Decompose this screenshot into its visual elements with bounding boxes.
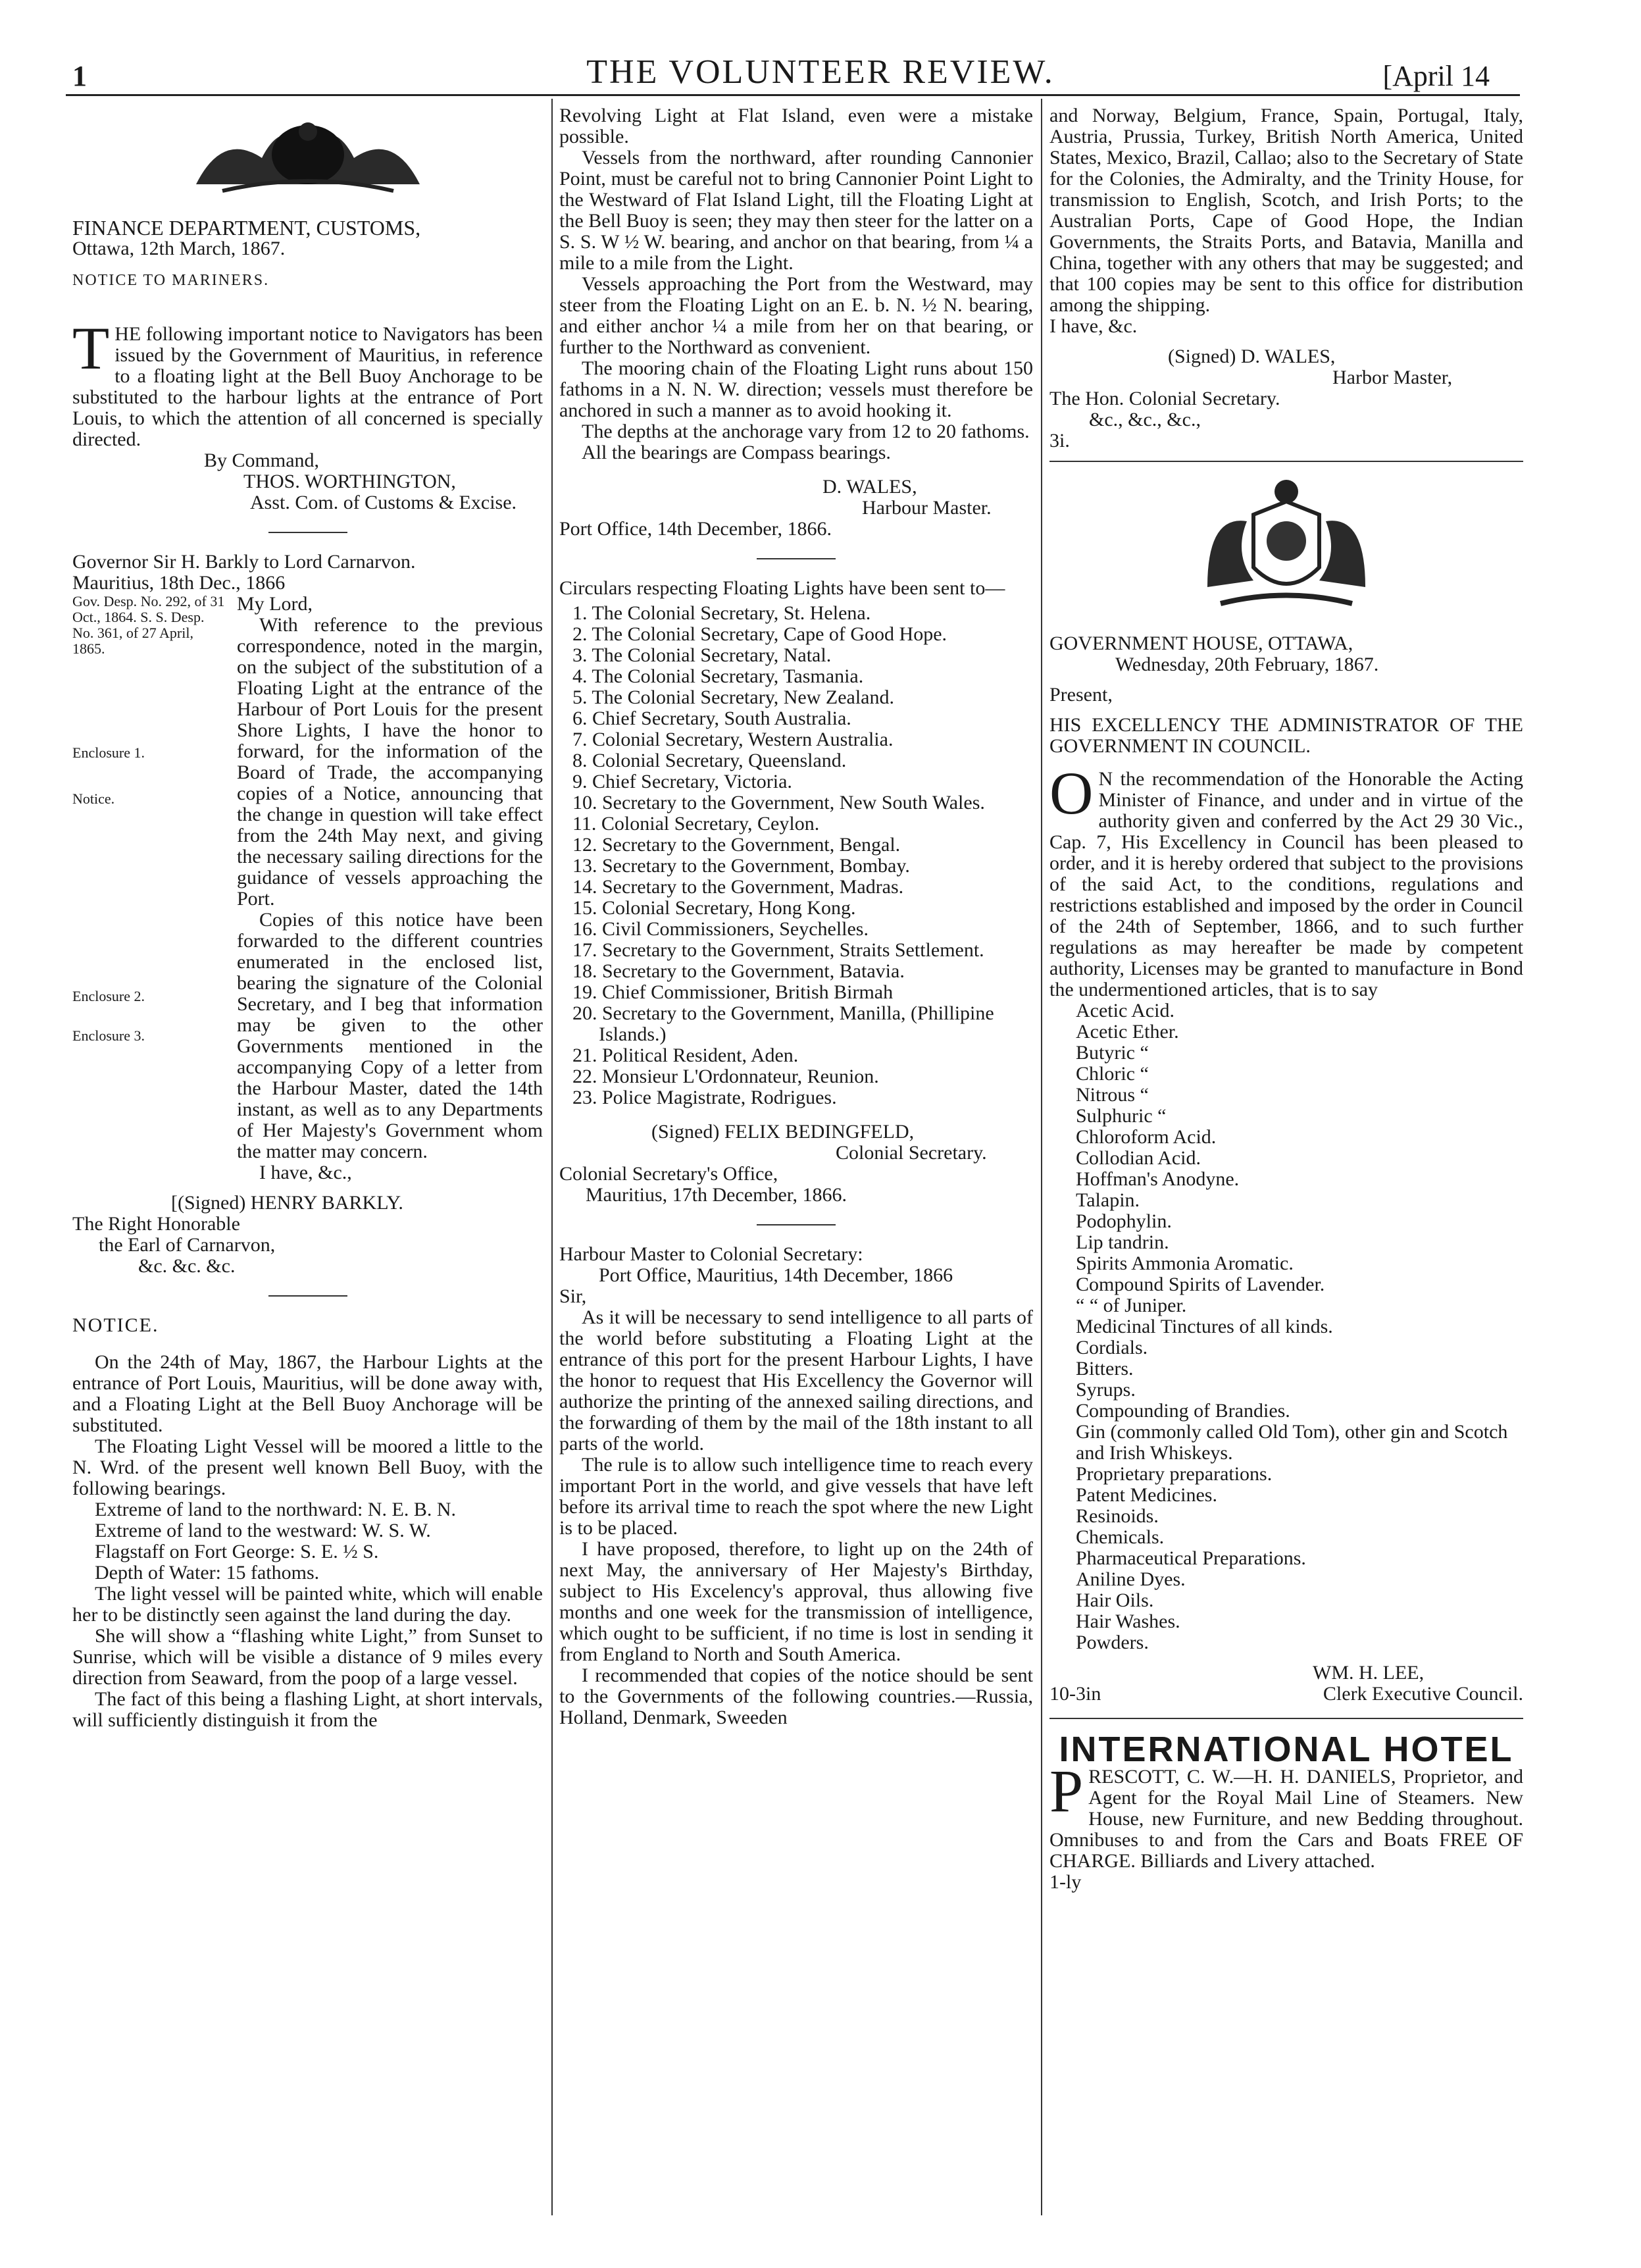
list-item: Nitrous “ [1076, 1084, 1149, 1106]
notice-paragraph: The light vessel will be painted white, which will enable her to be distinctly seen against the land during the day. [72, 1583, 543, 1626]
list-item: Patent Medicines. [1076, 1484, 1217, 1506]
list-item: 19. Chief Commissioner, British Birmah [572, 981, 894, 1003]
list-item: Butyric “ [1076, 1042, 1149, 1064]
list-item: Aniline Dyes. [1076, 1568, 1186, 1590]
issue-date: [April 14 [1382, 60, 1490, 92]
signature-place: Port Office, 14th December, 1866. [559, 518, 832, 540]
list-item: Compounding of Brandies. [1076, 1400, 1290, 1422]
letter-paragraph: Copies of this notice have been forwarded to the different countries enumerated in the enclosed list, bearing the signature of the Colonial Secretary, and I beg that information may be given to the other Governments mentioned in the accompanying Copy of a letter from the Harbour Master, dated the 14th instant, as well as to any Departments of Her Majesty's Government whom the matter may concern. [237, 909, 543, 1162]
list-item: 14. Secretary to the Government, Madras. [572, 876, 904, 898]
masthead-title: THE VOLUNTEER REVIEW. [586, 53, 1055, 91]
signature: WM. H. LEE, [1313, 1662, 1425, 1684]
signature-title: Harbor Master, [1332, 367, 1453, 388]
list-item: 6. Chief Secretary, South Australia. [572, 708, 851, 729]
circular-intro: Circulars respecting Floating Lights have been sent to— [559, 577, 1005, 599]
gh-heading: GOVERNMENT HOUSE, OTTAWA, [1049, 632, 1353, 654]
signature-title: Harbour Master. [862, 497, 992, 519]
column-divider [1041, 99, 1042, 2215]
coat-of-arms [1168, 475, 1405, 620]
circular-list [559, 603, 1033, 1108]
signature-place: Colonial Secretary's Office, [559, 1163, 778, 1185]
addressee: &c., &c., &c., [1089, 409, 1201, 430]
hotel-advert-body: RESCOTT, C. W.—H. H. DANIELS, Proprietor, and Agent for the Royal Mail Line of Steamers. New House, new Furniture, and new Bedding throughout. Omnibuses to and from the Cars and Boats FREE OF CHARGE. Billiards and Livery attached. [1049, 1766, 1523, 1872]
present-label: Present, [1049, 684, 1113, 706]
letter-paragraph: I have proposed, therefore, to light up on the 24th of next May, the anniversary of Her Majesty's Birthday, subject to His Excelency's approval, thus allowing five months and one week for the transmission of intelligence, which ought to be sufficient, if no time is lost in sending it from England to North and South America. [559, 1538, 1033, 1665]
list-item: 22. Monsieur L'Ordonnateur, Reunion. [572, 1066, 879, 1087]
list-item: Pharmaceutical Preparations. [1076, 1547, 1306, 1569]
reference: 3i. [1049, 430, 1070, 451]
gov-dateline: Mauritius, 18th Dec., 1866 [72, 572, 286, 594]
list-item: 1. The Colonial Secretary, St. Helena. [572, 602, 871, 624]
signature-date: Mauritius, 17th December, 1866. [586, 1184, 847, 1206]
section-rule [757, 558, 836, 559]
list-item: “ “ of Juniper. [1076, 1295, 1187, 1316]
paragraph: The mooring chain of the Floating Light runs about 150 fathoms in a N. N. W. direction; vessels must therefore be anchored in such a manner as to avoid hooking it. [559, 357, 1033, 421]
bearing: Extreme of land to the westward: W. S. W. [95, 1520, 431, 1541]
addressee: The Hon. Colonial Secretary. [1049, 388, 1280, 409]
order-body: N the recommendation of the Honorable the Acting Minister of Finance, and under and in virtue of the authority given and conferred by the Act 29 30 Vic., Cap. 7, His Excellency in Council has been pleased to order, and it is hereby ordered that subject to the provisions of the said Act, to the conditions, regulations and restrictions established and imposed by the order in Council of the 24th of September, 1866, and to such further regulations as may hereafter be made by competent authority, Licenses may be granted to manufacture in Bond the undermentioned articles, that is to say [1049, 768, 1523, 1000]
column-3 [1049, 105, 1523, 1893]
notice-paragraph: On the 24th of May, 1867, the Harbour Lights at the entrance of Port Louis, Mauritius, will be done away with, and a Floating Light at the Bell Buoy Anchorage will be substituted. [72, 1351, 543, 1436]
list-item: 20. Secretary to the Government, Manilla, (Phillipine Islands.) [572, 1002, 994, 1045]
list-item: 5. The Colonial Secretary, New Zealand. [572, 686, 894, 708]
signer-title: Asst. Com. of Customs & Excise. [250, 492, 517, 513]
bearing: Depth of Water: 15 fathoms. [95, 1562, 320, 1584]
section-rule [268, 1295, 347, 1297]
list-item: 9. Chief Secretary, Victoria. [572, 771, 792, 792]
list-item: 4. The Colonial Secretary, Tasmania. [572, 665, 864, 687]
addressee: &c. &c. &c. [138, 1255, 236, 1277]
list-item: 16. Civil Commissioners, Seychelles. [572, 918, 869, 940]
letter-dateline: Port Office, Mauritius, 14th December, 1866 [599, 1264, 953, 1286]
list-item: Collodian Acid. [1076, 1147, 1201, 1169]
reference: 10-3in [1049, 1683, 1101, 1705]
list-item: Gin (commonly called Old Tom), other gin and Scotch and Irish Whiskeys. [1076, 1421, 1508, 1464]
list-item: Chloric “ [1076, 1063, 1149, 1085]
paragraph: The depths at the anchorage vary from 12 to 20 fathoms. [582, 421, 1030, 442]
notice-paragraph [72, 315, 543, 450]
dropcap: O [1049, 760, 1094, 827]
list-item: 10. Secretary to the Government, New South Wales. [572, 792, 985, 813]
list-item: Medicinal Tinctures of all kinds. [1076, 1316, 1333, 1337]
header-rule [66, 94, 1520, 96]
signer-name: THOS. WORTHINGTON, [243, 471, 456, 492]
list-item: Proprietary preparations. [1076, 1463, 1273, 1485]
list-item: 23. Police Magistrate, Rodrigues. [572, 1087, 837, 1108]
list-item: 12. Secretary to the Government, Bengal. [572, 834, 901, 856]
paragraph: and Norway, Belgium, France, Spain, Portugal, Italy, Austria, Prussia, Turkey, British North America, United States, Mexico, Brazil, Callao; also to the Secretary of State for the Colonies, the Admiralty, and the Trinity House, for transmission to English, Scotch, and Irish Ports; to the Australian Ports, Cape of Good Hope, the Indian Governments, the Straits Ports, and Batavia, Manilla and China, together with any others that may be suggested; and that 100 copies may be sent to this office for distribution among the shipping. [1049, 105, 1523, 316]
signature-line [1049, 1684, 1523, 1705]
signature-title: Colonial Secretary. [836, 1142, 987, 1164]
list-item: 13. Secretary to the Government, Bombay. [572, 855, 910, 877]
by-command: By Command, [204, 450, 320, 471]
list-item: Talapin. [1076, 1189, 1140, 1211]
dateline: Ottawa, 12th March, 1867. [72, 238, 286, 259]
letter-block [72, 594, 543, 1183]
list-item: Hair Oils. [1076, 1589, 1154, 1611]
margin-note-enclosure-2: Enclosure 2. [72, 988, 145, 1004]
letter-heading: Harbour Master to Colonial Secretary: [559, 1243, 863, 1265]
list-item: 8. Colonial Secretary, Queensland. [572, 750, 847, 771]
letter-paragraph: I recommended that copies of the notice should be sent to the Governments of the following countries.—Russia, Holland, Denmark, Sweeden [559, 1664, 1033, 1728]
notice-paragraph: She will show a “flashing white Light,” from Sunset to Sunrise, which will be visible a distance of 9 miles every direction from Seaward, from the poop of a large vessel. [72, 1625, 543, 1689]
bearing: Flagstaff on Fort George: S. E. ½ S. [95, 1541, 379, 1562]
list-item: Resinoids. [1076, 1505, 1159, 1527]
salutation: Sir, [559, 1285, 587, 1307]
reference: 1-ly [1049, 1871, 1082, 1893]
column-1 [72, 105, 543, 1731]
paragraph: Vessels from the northward, after rounding Cannonier Point, must be careful not to bring Cannonier Point Light to the Westward of Flat Island Light, till the Floating Light at the Bell Buoy is seen; they may then steer for the latter on a S. S. W ½ W. bearing, and anchor on that bearing, from ¼ a mile to a mile from the Light. [559, 147, 1033, 274]
list-item: Cordials. [1076, 1337, 1148, 1358]
list-item: 3. The Colonial Secretary, Natal. [572, 644, 832, 666]
articles-list [1049, 1000, 1523, 1653]
letter-signature: [(Signed) HENRY BARKLY. [171, 1192, 403, 1214]
list-item: Lip tandrin. [1076, 1231, 1169, 1253]
margin-note-despatch: Gov. Desp. No. 292, of 31 Oct., 1864. S. S. Desp. No. 361, of 27 April, 1865. [72, 593, 225, 657]
list-item: Podophylin. [1076, 1210, 1172, 1232]
signature-title: Clerk Executive Council. [1323, 1683, 1523, 1705]
list-item: 2. The Colonial Secretary, Cape of Good Hope. [572, 623, 947, 645]
list-item: 7. Colonial Secretary, Western Australia. [572, 729, 894, 750]
margin-note-notice: Notice. [72, 790, 115, 807]
section-rule [268, 532, 347, 533]
list-item: Bitters. [1076, 1358, 1134, 1379]
paragraph: All the bearings are Compass bearings. [582, 442, 891, 463]
addressee: The Right Honorable [72, 1213, 240, 1235]
royal-arms-ornament [183, 105, 433, 204]
notice-heading: NOTICE. [72, 1314, 159, 1336]
column-divider [551, 99, 553, 2215]
section-rule [1049, 1718, 1523, 1719]
list-item: Chemicals. [1076, 1526, 1165, 1548]
list-item: 15. Colonial Secretary, Hong Kong. [572, 897, 856, 919]
margin-note-enclosure-3: Enclosure 3. [72, 1027, 145, 1044]
gh-dateline: Wednesday, 20th February, 1867. [1115, 654, 1379, 675]
list-item: Acetic Acid. [1076, 1000, 1174, 1021]
list-item: 18. Secretary to the Government, Batavia. [572, 960, 905, 982]
notice-body: HE following important notice to Navigators has been issued by the Government of Mauritius, in reference to a floating light at the Bell Buoy Anchorage to be substituted to the harbour lights at the entrance of Port Louis, to which the attention of all concerned is specially directed. [72, 323, 543, 450]
dept-heading: FINANCE DEPARTMENT, CUSTOMS, [72, 216, 421, 240]
margin-note-enclosure-1: Enclosure 1. [72, 744, 145, 761]
signature: (Signed) FELIX BEDINGFELD, [651, 1121, 915, 1143]
letter-paragraph: With reference to the previous correspondence, noted in the margin, on the subject of the substitution of a Floating Light at the entrance of the Harbour of Port Louis for the present Shore Lights, I have the honor to forward, for the information of the Board of Trade, the accompanying copies of a Notice, announcing that the change in question will take effect from the 24th May next, and giving the necessary sailing directions for the guidance of vessels approaching the Port. [237, 614, 543, 910]
notice-paragraph: The Floating Light Vessel will be moored a little to the N. Wrd. of the present well known Bell Buoy, with the following bearings. [72, 1435, 543, 1499]
notice-paragraph: The fact of this being a flashing Light, at short intervals, will sufficiently distinguish it from the [72, 1688, 543, 1731]
his-excellency: HIS EXCELLENCY THE ADMINISTRATOR OF THE GOVERNMENT IN COUNCIL. [1049, 714, 1523, 757]
paragraph: Vessels approaching the Port from the Westward, may steer from the Floating Light on an E. b. N. ½ N. bearing, and either anchor ¼ a mile from her on that bearing, or further to the Northward as convenient. [559, 273, 1033, 358]
bearing: Extreme of land to the northward: N. E. B. N. [95, 1499, 457, 1520]
list-item: Syrups. [1076, 1379, 1136, 1401]
dropcap: P [1049, 1757, 1084, 1824]
list-item: 21. Political Resident, Aden. [572, 1044, 799, 1066]
list-item: 17. Secretary to the Government, Straits Settlement. [572, 939, 984, 961]
list-item: 11. Colonial Secretary, Ceylon. [572, 813, 820, 835]
hotel-advert [1049, 1757, 1523, 1872]
signature: (Signed) D. WALES, [1168, 346, 1336, 367]
page-number: 1 [72, 60, 87, 92]
column-2 [559, 105, 1033, 1728]
hotel-advert-title: INTERNATIONAL HOTEL [1059, 1730, 1514, 1769]
list-item: Sulphuric “ [1076, 1105, 1167, 1127]
dropcap: T [72, 315, 110, 382]
list-item: Chloroform Acid. [1076, 1126, 1217, 1148]
notice-label: NOTICE TO MARINERS. [72, 272, 270, 289]
letter-closing: I have, &c., [259, 1162, 352, 1183]
salutation: My Lord, [237, 593, 313, 615]
letter-paragraph: The rule is to allow such intelligence time to reach every important Port in the world, and give vessels that have left before its arrival time to reach the spot where the new Light is to be placed. [559, 1454, 1033, 1539]
section-rule [757, 1224, 836, 1225]
list-item: Spirits Ammonia Aromatic. [1076, 1252, 1294, 1274]
list-item: Acetic Ether. [1076, 1021, 1179, 1043]
gov-heading: Governor Sir H. Barkly to Lord Carnarvon. [72, 551, 416, 573]
list-item: Powders. [1076, 1632, 1149, 1653]
list-item: Hair Washes. [1076, 1611, 1180, 1632]
paragraph: Revolving Light at Flat Island, even were a mistake possible. [559, 105, 1033, 147]
list-item: Hoffman's Anodyne. [1076, 1168, 1240, 1190]
section-rule [1049, 461, 1523, 462]
order-paragraph [1049, 760, 1523, 1000]
letter-paragraph: As it will be necessary to send intelligence to all parts of the world before substituting a Floating Light at the entrance of this port for the present Harbour Lights, I have the honor to request that His Excellency the Governor will authorize the printing of the annexed sailing directions, and the forwarding of them by the mail of the 18th instant to all parts of the world. [559, 1306, 1033, 1455]
signature: D. WALES, [822, 476, 917, 498]
list-item: Compound Spirits of Lavender. [1076, 1274, 1325, 1295]
addressee: the Earl of Carnarvon, [99, 1234, 276, 1256]
letter-closing: I have, &c. [1049, 315, 1138, 337]
